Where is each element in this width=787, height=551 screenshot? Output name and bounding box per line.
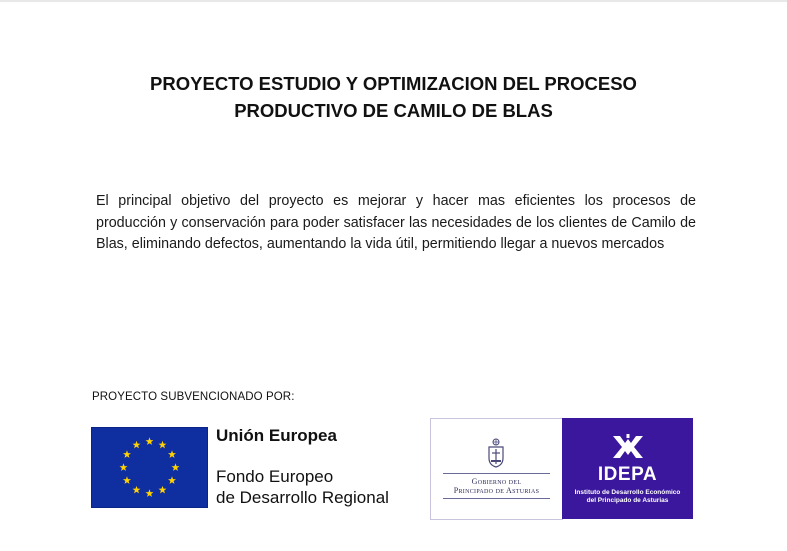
eu-star <box>123 476 131 484</box>
idepa-name: IDEPA <box>597 464 658 485</box>
idepa-sub-line-1: Instituto de Desarrollo Económico <box>574 489 681 496</box>
idepa-emblem-icon <box>612 434 644 460</box>
eu-stars-icon <box>92 428 207 507</box>
eu-star <box>159 441 167 449</box>
eu-star <box>159 486 167 494</box>
eu-star <box>146 437 154 445</box>
asturias-bottom-rule <box>443 498 550 499</box>
title-line-1: PROYECTO ESTUDIO Y OPTIMIZACION DEL PROCESO <box>150 73 637 94</box>
project-description: El principal objetivo del proyecto es mejorar y hacer mas eficientes los procesos de producción y conservación para poder satisfacer las necesidades de los clientes de Camilo de Blas, eliminando defectos, aumentando la vida útil, permitiendo llegar a nuevos mercados <box>96 193 696 252</box>
idepa-sub-line-2: del Principado de Asturias <box>586 497 669 504</box>
idepa-logo <box>562 418 693 519</box>
eu-flag-logo <box>91 427 208 508</box>
eu-fund-line-1: Fondo Europeo <box>216 467 334 486</box>
idepa-subtitle <box>562 489 693 505</box>
eu-title: Unión Europea <box>216 426 337 445</box>
title-line-2: PRODUCTIVO DE CAMILO DE BLAS <box>234 100 553 121</box>
eu-star <box>133 441 141 449</box>
asturias-top-rule <box>443 473 550 474</box>
eu-star <box>146 489 154 497</box>
asturias-crest-icon <box>486 438 506 468</box>
page-title <box>60 70 727 124</box>
asturias-line-2: Principado de Asturias <box>453 486 540 495</box>
eu-star <box>123 450 131 458</box>
eu-fund-line-2: de Desarrollo Regional <box>216 488 389 507</box>
asturias-line-1: Gobierno del <box>471 477 522 486</box>
funded-by-label: PROYECTO SUBVENCIONADO POR: <box>92 391 295 403</box>
eu-star <box>120 463 128 471</box>
asturias-government-logo <box>430 418 563 520</box>
eu-star <box>172 463 180 471</box>
top-border <box>0 0 787 2</box>
eu-star <box>168 450 176 458</box>
eu-star <box>168 476 176 484</box>
eu-fund-name <box>216 466 389 508</box>
eu-star <box>133 486 141 494</box>
